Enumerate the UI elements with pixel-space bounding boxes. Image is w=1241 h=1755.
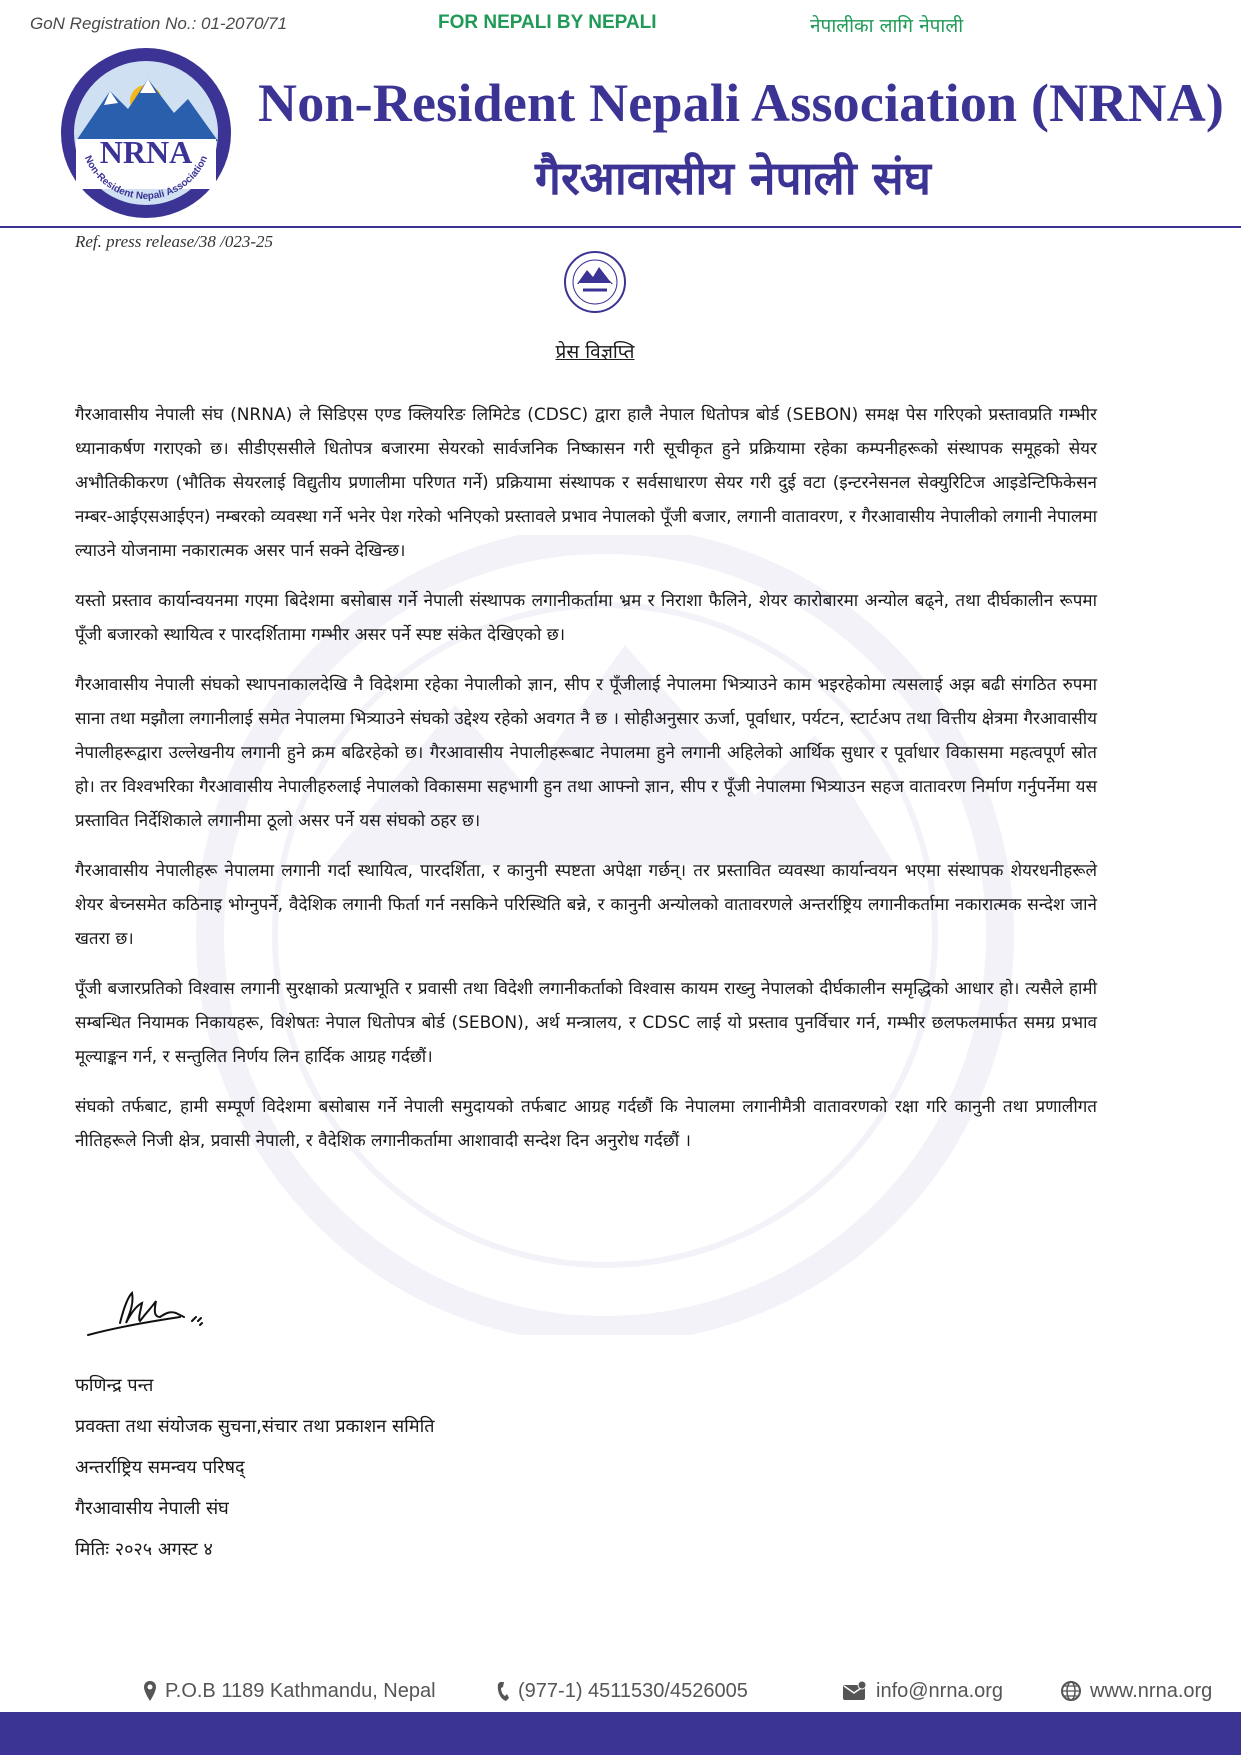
slogan-nepali: नेपालीका लागि नेपाली [810,15,964,37]
press-release-body [75,398,1097,1174]
globe-icon [1060,1680,1082,1702]
paragraph: संघको तर्फबाट, हामी सम्पूर्ण विदेशमा बसोबास गर्ने नेपाली समुदायको तर्फबाट आग्रह गर्दछौं कि नेपालमा लगानीमैत्री वातावरणको रक्षा गरि कानुनी तथा प्रणालीगत नीतिहरूले निजी क्षेत्र, प्रवासी नेपाली, र वैदेशिक लगानीकर्तामा आशावादी सन्देश दिन अनुरोध गर्दछौं । [75,1097,1097,1151]
signatory-position: प्रवक्ता तथा संयोजक सुचना,संचार तथा प्रकाशन समिति [75,1416,435,1437]
paragraph: यस्तो प्रस्ताव कार्यान्वयनमा गएमा बिदेशमा बसोबास गर्ने नेपाली संस्थापक लगानीकर्तामा भ्रम र निराशा फैलिने, शेयर कारोबारमा अन्योल बढ्ने, तथा दीर्घकालीन रूपमा पूँजी बजारको स्थायित्व र पारदर्शितामा गम्भीर असर पर्ने स्पष्ट संकेत देखिएको छ। [75,591,1097,645]
phone-text: (977-1) 4511530/4526005 [518,1679,748,1702]
handwritten-signature [80,1283,230,1343]
envelope-icon [842,1680,868,1702]
slogan-english: FOR NEPALI BY NEPALI [438,12,657,33]
nrna-seal-icon [563,250,627,314]
org-title-english: Non-Resident Nepali Association (NRNA) [258,73,1225,133]
signatory-organization: गैरआवासीय नेपाली संघ [75,1498,229,1519]
email-link[interactable]: info@nrna.org [876,1679,1004,1702]
logo-text: NRNA [99,134,193,170]
signatory-name: फणिन्द्र पन्त [75,1375,154,1396]
registration-number: GoN Registration No.: 01-2070/71 [30,14,288,33]
footer-address [143,1675,436,1707]
footer-bar [0,1712,1241,1755]
address-text: P.O.B 1189 Kathmandu, Nepal [165,1679,436,1702]
signatory-council: अन्तर्राष्ट्रिय समन्वय परिषद् [75,1457,245,1478]
logo-ring-text: Non-Resident Nepali Association [81,154,211,203]
footer-website [1060,1675,1212,1707]
footer-email [842,1675,1003,1707]
location-pin-icon [143,1680,157,1702]
footer-phone [496,1675,748,1707]
reference-number: Ref. press release/38 /023-25 [75,232,273,251]
nrna-logo [58,45,234,221]
paragraph: पूँजी बजारप्रतिको विश्वास लगानी सुरक्षाको प्रत्याभूति र प्रवासी तथा विदेशी लगानीकर्ताको विश्वास कायम राख्नु नेपालको दीर्घकालीन समृद्धिको आधार हो। त्यसैले हामी सम्बन्धित नियामक निकायहरू, विशेषतः नेपाल धितोपत्र बोर्ड (SEBON), अर्थ मन्त्रालय, र CDSC लाई यो प्रस्ताव पुनर्विचार गर्न, गम्भीर छलफलमार्फत समग्र प्रभाव मूल्याङ्कन गर्न, र सन्तुलित निर्णय लिन हार्दिक आग्रह गर्दछौं। [75,979,1097,1067]
header-divider [0,226,1241,228]
paragraph: गैरआवासीय नेपालीहरू नेपालमा लगानी गर्दा स्थायित्व, पारदर्शिता, र कानुनी स्पष्टता अपेक्षा गर्छन्। तर प्रस्तावित व्यवस्था कार्यान्वयन भएमा संस्थापक शेयरधनीहरूले शेयर बेच्नसमेत कठिनाइ भोग्नुपर्ने, वैदेशिक लगानी फिर्ता गर्न नसकिने परिस्थिति बन्ने, र कानुनी अन्योलको वातावरणले अन्तर्राष्ट्रिय लगानीकर्तामा नकारात्मक सन्देश जाने खतरा छ। [75,861,1097,949]
signatory-block [75,1365,435,1570]
document-heading: प्रेस विज्ञप्ति [555,341,635,363]
phone-icon [496,1680,510,1702]
website-link[interactable]: www.nrna.org [1090,1679,1213,1702]
paragraph: गैरआवासीय नेपाली संघ (NRNA) ले सिडिएस एण्ड क्लियरिङ लिमिटेड (CDSC) द्वारा हालै नेपाल धितोपत्र बोर्ड (SEBON) समक्ष पेस गरिएको प्रस्तावप्रति गम्भीर ध्यानाकर्षण गराएको छ। सीडीएससीले धितोपत्र बजारमा सेयरको सार्वजनिक निष्कासन गरी सूचीकृत हुने प्रक्रियामा रहेका कम्पनीहरूको संस्थापक समूहको सेयर अभौतिकीकरण (भौतिक सेयरलाई विद्युतीय प्रणालीमा परिणत गर्ने) प्रक्रियामा संस्थापक र सर्वसाधारण सेयर गरी दुई वटा (इन्टरनेसनल सेक्युरिटिज आइडेन्टिफिकेसन नम्बर-आईएसआईएन) नम्बरको व्यवस्था गर्ने भनेर पेश गरेको भनिएको प्रस्तावले प्रभाव नेपालको पूँजी बजार, लगानी वातावरण, र गैरआवासीय नेपालीको लगानी नेपालमा ल्याउने योजनामा नकारात्मक असर पार्न सक्ने देखिन्छ। [75,405,1097,561]
org-title-nepali: गैरआवासीय नेपाली संघ [535,151,931,205]
paragraph: गैरआवासीय नेपाली संघको स्थापनाकालदेखि नै विदेशमा रहेका नेपालीको ज्ञान, सीप र पूँजीलाई नेपालमा भित्र्याउने काम भइरहेकोमा त्यसलाई अझ बढी संगठित रुपमा साना तथा मझौला लगानीलाई समेत नेपालमा भित्र्याउने संघको उद्देश्य रहेको अवगत नै छ । सोहीअनुसार ऊर्जा, पूर्वाधार, पर्यटन, स्टार्टअप तथा वित्तीय क्षेत्रमा गैरआवासीय नेपालीहरूद्वारा उल्लेखनीय लगानी हुने क्रम बढिरहेको छ। गैरआवासीय नेपालीहरूबाट नेपालमा हुने लगानी अहिलेको आर्थिक सुधार र पूर्वाधार विकासमा महत्वपूर्ण स्रोत हो। तर विश्वभरिका गैरआवासीय नेपालीहरुलाई नेपालको विकासमा सहभागी हुन तथा आफ्नो ज्ञान, सीप र पूँजी नेपालमा भित्र्याउन सहज वातावरण निर्माण गर्नुपर्नेमा यस प्रस्तावित निर्देशिकाले लगानीमा ठूलो असर पर्ने यस संघको ठहर छ। [75,675,1097,831]
document-date: मितिः २०२५ अगस्ट ४ [75,1539,213,1560]
